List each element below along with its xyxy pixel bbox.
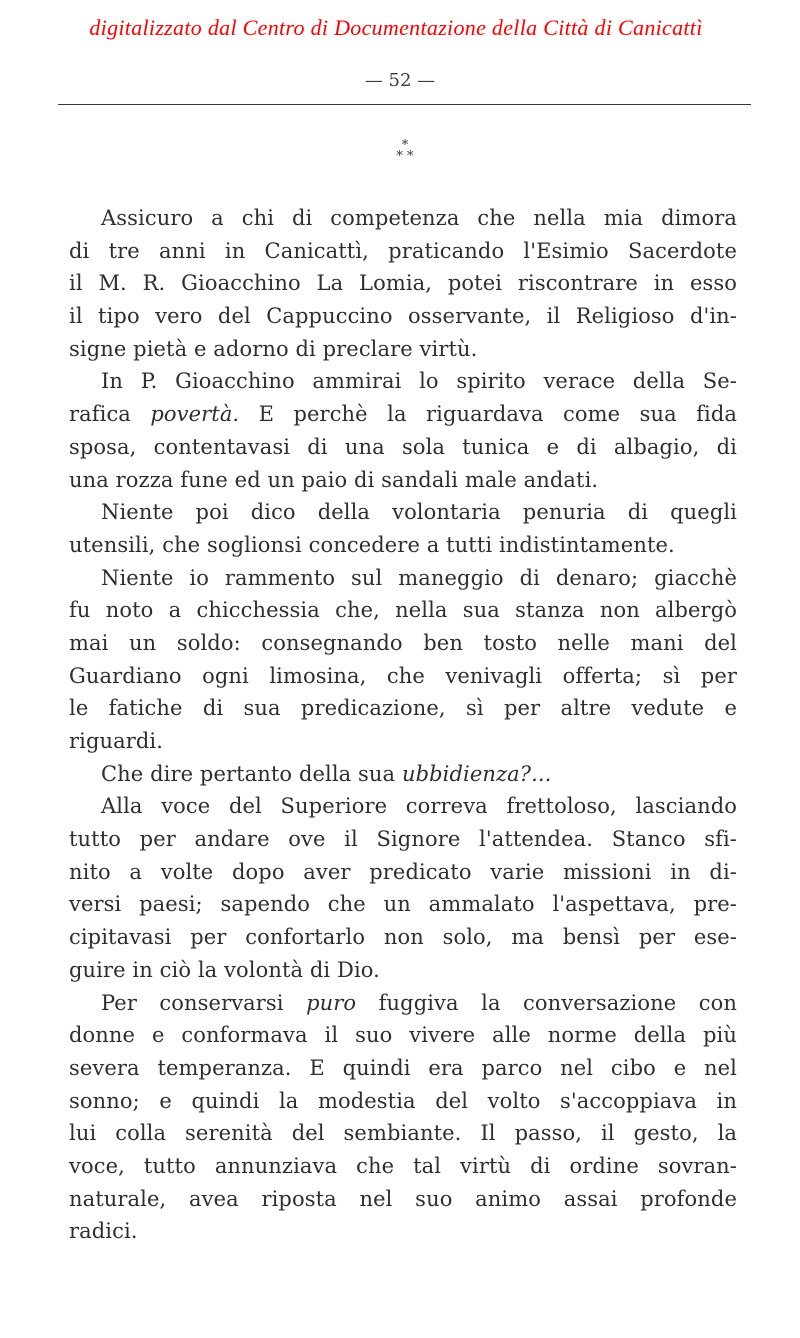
text-line xyxy=(69,431,737,464)
text-line xyxy=(69,856,737,889)
text-line xyxy=(69,1052,737,1085)
text-run: Niente poi dico della volontaria penuria di quegli xyxy=(101,500,737,525)
text-line xyxy=(69,235,737,268)
text-run: Che dire pertanto della sua xyxy=(101,761,402,786)
text-run: sposa, contentavasi di una sola tunica e di albagio, di xyxy=(69,434,737,459)
text-run: signe pietà e adorno di preclare virtù. xyxy=(69,336,478,361)
text-run: naturale, avea riposta nel suo animo assai profonde xyxy=(69,1186,737,1211)
text-run: nito a volte dopo aver predicato varie missioni in di- xyxy=(69,859,737,884)
text-run: fu noto a chicchessia che, nella sua stanza non albergò xyxy=(69,598,737,623)
text-line xyxy=(69,267,737,300)
text-run: riguardi. xyxy=(69,729,164,753)
text-run: le fatiche di sua predicazione, sì per altre vedute e xyxy=(69,696,737,721)
text-line xyxy=(69,1085,737,1118)
text-run: utensili, che soglionsi concedere a tutti indistintamente. xyxy=(69,532,675,557)
text-run: di tre anni in Canicattì, praticando l'Esimio Sacerdote xyxy=(69,238,737,263)
italic-text: povertà. xyxy=(150,402,240,427)
text-line xyxy=(69,954,737,987)
text-line xyxy=(69,725,737,758)
text-run: fuggiva la conversazione con xyxy=(356,990,737,1015)
text-line xyxy=(69,790,737,823)
text-line xyxy=(69,365,737,398)
body-text xyxy=(69,202,737,1248)
text-run: In P. Gioacchino ammirai lo spirito verace della Se- xyxy=(101,369,737,394)
text-line xyxy=(69,562,737,595)
text-line xyxy=(69,823,737,856)
italic-text: puro xyxy=(306,990,357,1015)
text-run: mai un soldo: consegnando ben tosto nelle mani del xyxy=(69,630,737,655)
text-run: cipitavasi per confortarlo non solo, ma bensì per ese- xyxy=(69,925,737,950)
text-run: Guardiano ogni limosina, che venivagli offerta; sì per xyxy=(69,663,737,688)
text-run: Assicuro a chi di competenza che nella mia dimora xyxy=(101,206,737,230)
text-run: il tipo vero del Cappuccino osservante, il Religioso d'in- xyxy=(69,304,737,329)
text-run: donne e conformava il suo vivere alle norme della più xyxy=(69,1023,737,1048)
text-line xyxy=(69,758,737,791)
asterism-separator xyxy=(385,140,425,170)
text-run: radici. xyxy=(69,1219,138,1244)
text-run: Alla voce del Superiore correva frettoloso, lasciando xyxy=(101,794,737,819)
text-line xyxy=(69,464,737,497)
text-line xyxy=(69,496,737,529)
text-run: tutto per andare ove il Signore l'attendea. Stanco sfi- xyxy=(69,827,737,852)
text-line xyxy=(69,1019,737,1052)
text-line xyxy=(69,1150,737,1183)
text-line xyxy=(69,398,737,431)
text-line xyxy=(69,300,737,333)
page-number: — 52 — xyxy=(364,70,436,91)
text-line xyxy=(69,660,737,693)
text-run: E perchè la riguardava come sua fida xyxy=(239,402,737,427)
text-run: severa temperanza. E quindi era parco nel cibo e nel xyxy=(69,1055,737,1080)
asterism-top: * xyxy=(401,138,409,153)
text-line xyxy=(69,1215,737,1248)
text-run: una rozza fune ed un paio di sandali male andati. xyxy=(69,467,599,492)
text-run: sonno; e quindi la modestia del volto s'accoppiava in xyxy=(69,1088,737,1113)
header-rule xyxy=(58,104,751,105)
text-line xyxy=(69,529,737,562)
text-line xyxy=(69,627,737,660)
text-line xyxy=(69,1117,737,1150)
text-line xyxy=(69,921,737,954)
text-run: Per conservarsi xyxy=(101,990,307,1015)
text-line xyxy=(69,202,737,235)
text-run: Niente io rammento sul maneggio di denaro; giacchè xyxy=(101,565,737,590)
text-line xyxy=(69,987,737,1020)
text-line xyxy=(69,1183,737,1216)
text-line xyxy=(69,692,737,725)
asterism-bottom: * * xyxy=(396,149,414,164)
text-run: lui colla serenità del sembiante. Il passo, il gesto, la xyxy=(69,1121,737,1146)
text-line xyxy=(69,594,737,627)
text-run: versi paesi; sapendo che un ammalato l'aspettava, pre- xyxy=(69,892,737,917)
text-line xyxy=(69,888,737,921)
italic-text: ubbidienza?... xyxy=(401,761,552,786)
text-run: il M. R. Gioacchino La Lomia, potei riscontrare in esso xyxy=(69,271,737,296)
text-line xyxy=(69,333,737,366)
text-run: voce, tutto annunziava che tal virtù di ordine sovran- xyxy=(69,1153,737,1178)
text-run: rafica xyxy=(69,402,151,427)
digitization-watermark: digitalizzato dal Centro di Documentazione della Città di Canicattì xyxy=(78,8,714,48)
text-run: guire in ciò la volontà di Dio. xyxy=(69,957,380,982)
